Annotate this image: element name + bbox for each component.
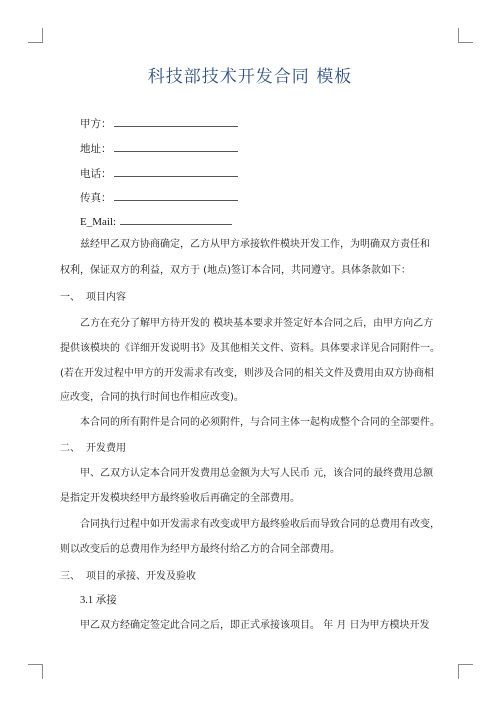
crop-mark-top-right bbox=[458, 28, 473, 43]
party-a-blank[interactable] bbox=[114, 116, 238, 127]
fax-field bbox=[80, 190, 238, 205]
party-a-field bbox=[80, 116, 238, 131]
s2-p1-line-1: 甲、乙双方认定本合同开发费用总金额为大写人民币 元，该合同的最终费用总额 bbox=[80, 468, 434, 479]
section-3-number: 三、 bbox=[60, 571, 80, 582]
intro-line-2: 权利，保证双方的利益，双方于 (地点)签订本合同，共同遵守。具体条款如下： bbox=[60, 265, 411, 276]
section-3-heading bbox=[60, 570, 196, 584]
s2-p2-line-1: 合同执行过程中如开发需求有改变或甲方最终验收后而导致合同的总费用有改变， bbox=[80, 519, 440, 530]
subsection-3-1-heading: 3.1 承接 bbox=[80, 595, 117, 606]
s1-p1-line-1: 乙方在充分了解甲方待开发的 模块基本要求并签定好本合同之后，由甲方向乙方 bbox=[80, 318, 434, 329]
s1-p1-line-4: 应改变，合同的执行时间也作相应改变)。 bbox=[60, 392, 244, 403]
fax-blank[interactable] bbox=[114, 190, 238, 201]
address-label: 地址： bbox=[80, 143, 112, 155]
crop-mark-bottom-left bbox=[28, 664, 43, 679]
section-1-title: 项目内容 bbox=[86, 292, 126, 303]
s1-p2: 本合同的所有附件是合同的必须附件，与合同主体一起构成整个合同的全部要件。 bbox=[80, 417, 440, 428]
intro-line-1: 兹经甲乙双方协商确定，乙方从甲方承接软件模块开发工作，为明确双方责任和 bbox=[80, 239, 430, 250]
email-field bbox=[80, 214, 232, 228]
section-3-title: 项目的承接、开发及验收 bbox=[86, 571, 196, 582]
s1-p1-line-3: (若在开发过程中甲方的开发需求有改变，则涉及合同的相关文件及费用由双方协商相 bbox=[60, 368, 434, 379]
section-2-number: 二、 bbox=[60, 443, 80, 454]
address-field bbox=[80, 141, 238, 156]
phone-label: 电话： bbox=[80, 168, 112, 180]
email-blank[interactable] bbox=[120, 214, 232, 225]
s1-p1-line-2: 提供该模块的《详细开发说明书》及其他相关文件、资料。具体要求详见合同附件一。 bbox=[60, 343, 440, 354]
email-label: E_Mail: bbox=[80, 216, 117, 228]
section-1-number: 一、 bbox=[60, 292, 80, 303]
document-title: 科技部技术开发合同 模板 bbox=[147, 67, 353, 87]
phone-field bbox=[80, 166, 238, 181]
s2-p2-line-2: 则以改变后的总费用作为经甲方最终付给乙方的合同全部费用。 bbox=[60, 544, 340, 555]
party-a-label: 甲方： bbox=[80, 118, 112, 130]
phone-blank[interactable] bbox=[114, 166, 238, 177]
s3-1-p1: 甲乙双方经确定签定此合同之后，即正式承接该项目。 年 月 日为甲方模块开发 bbox=[80, 620, 430, 631]
section-2-heading bbox=[60, 442, 126, 456]
crop-mark-top-left bbox=[28, 28, 43, 43]
s2-p1-line-2: 是指定开发模块经甲方最终验收后再确定的全部费用。 bbox=[60, 493, 300, 504]
section-2-title: 开发费用 bbox=[86, 443, 126, 454]
address-blank[interactable] bbox=[114, 141, 238, 152]
section-1-heading bbox=[60, 291, 126, 305]
crop-mark-bottom-right bbox=[458, 664, 473, 679]
fax-label: 传真： bbox=[80, 192, 112, 204]
